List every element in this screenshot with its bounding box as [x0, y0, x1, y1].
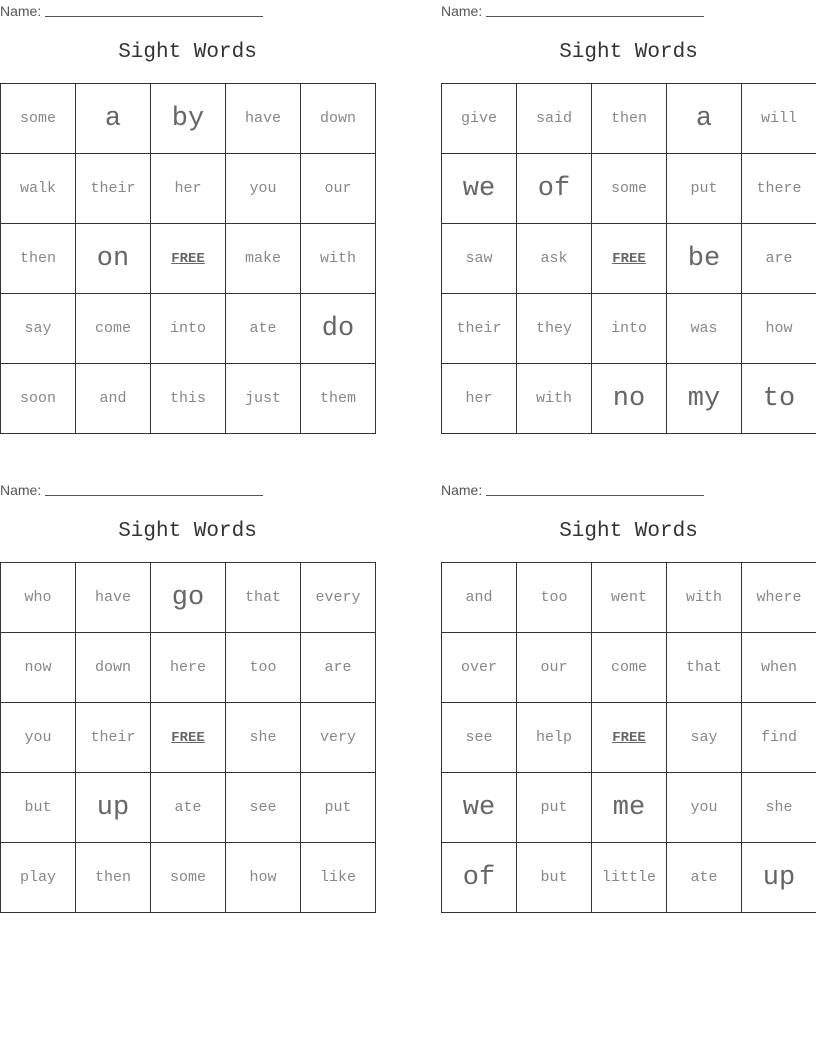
- word-cell: here: [151, 633, 226, 703]
- word-cell: put: [517, 773, 592, 843]
- word-cell: that: [226, 563, 301, 633]
- word-cell: some: [151, 843, 226, 913]
- grid-row: [1, 84, 376, 154]
- word-cell: are: [742, 224, 816, 294]
- word-cell: me: [592, 773, 667, 843]
- name-label: Name:: [441, 3, 483, 19]
- word-cell: are: [301, 633, 376, 703]
- word-cell: say: [667, 703, 742, 773]
- word-cell: this: [151, 364, 226, 434]
- name-blank-line: [486, 2, 704, 17]
- word-cell: said: [517, 84, 592, 154]
- word-cell: our: [517, 633, 592, 703]
- word-cell: be: [667, 224, 742, 294]
- word-cell: her: [442, 364, 517, 434]
- word-cell: ate: [226, 294, 301, 364]
- word-cell: down: [76, 633, 151, 703]
- word-cell: how: [742, 294, 816, 364]
- word-cell: see: [226, 773, 301, 843]
- name-field[interactable]: [0, 2, 263, 19]
- word-grid: [441, 562, 816, 913]
- word-cell: have: [226, 84, 301, 154]
- word-cell: they: [517, 294, 592, 364]
- word-cell: ate: [667, 843, 742, 913]
- word-cell: will: [742, 84, 816, 154]
- word-cell: she: [226, 703, 301, 773]
- card-title: Sight Words: [559, 520, 698, 543]
- word-cell: to: [742, 364, 816, 434]
- word-cell: of: [517, 154, 592, 224]
- word-cell: come: [76, 294, 151, 364]
- word-cell: how: [226, 843, 301, 913]
- grid-row: [442, 703, 816, 773]
- grid-row: [442, 224, 816, 294]
- name-field[interactable]: [0, 481, 263, 498]
- word-cell: with: [517, 364, 592, 434]
- free-space: FREE: [151, 224, 226, 294]
- word-cell: but: [1, 773, 76, 843]
- bingo-card-2: [441, 0, 816, 440]
- word-cell: some: [1, 84, 76, 154]
- word-cell: you: [226, 154, 301, 224]
- word-cell: little: [592, 843, 667, 913]
- word-cell: a: [76, 84, 151, 154]
- word-cell: a: [667, 84, 742, 154]
- word-cell: see: [442, 703, 517, 773]
- word-cell: just: [226, 364, 301, 434]
- word-cell: into: [592, 294, 667, 364]
- word-cell: too: [226, 633, 301, 703]
- word-cell: find: [742, 703, 816, 773]
- word-cell: do: [301, 294, 376, 364]
- word-cell: our: [301, 154, 376, 224]
- word-cell: their: [76, 154, 151, 224]
- word-cell: every: [301, 563, 376, 633]
- grid-row: [1, 703, 376, 773]
- word-cell: put: [667, 154, 742, 224]
- word-cell: there: [742, 154, 816, 224]
- free-space: FREE: [592, 703, 667, 773]
- card-title: Sight Words: [559, 41, 698, 64]
- word-cell: walk: [1, 154, 76, 224]
- name-field[interactable]: [441, 2, 704, 19]
- word-cell: very: [301, 703, 376, 773]
- name-blank-line: [45, 2, 263, 17]
- word-cell: but: [517, 843, 592, 913]
- bingo-card-1: [0, 0, 376, 440]
- grid-row: [1, 633, 376, 703]
- bingo-card-3: [0, 479, 376, 919]
- word-cell: and: [76, 364, 151, 434]
- word-cell: like: [301, 843, 376, 913]
- word-cell: that: [667, 633, 742, 703]
- grid-row: [442, 364, 816, 434]
- word-cell: by: [151, 84, 226, 154]
- word-cell: we: [442, 154, 517, 224]
- word-cell: come: [592, 633, 667, 703]
- grid-row: [442, 843, 816, 913]
- grid-row: [1, 563, 376, 633]
- word-cell: then: [76, 843, 151, 913]
- word-grid: [441, 83, 816, 434]
- word-cell: have: [76, 563, 151, 633]
- word-cell: then: [592, 84, 667, 154]
- grid-row: [442, 773, 816, 843]
- word-cell: up: [76, 773, 151, 843]
- word-cell: help: [517, 703, 592, 773]
- grid-row: [1, 154, 376, 224]
- grid-row: [442, 633, 816, 703]
- word-cell: down: [301, 84, 376, 154]
- word-cell: went: [592, 563, 667, 633]
- grid-row: [442, 84, 816, 154]
- word-cell: some: [592, 154, 667, 224]
- name-blank-line: [486, 481, 704, 496]
- name-label: Name:: [441, 482, 483, 498]
- word-cell: her: [151, 154, 226, 224]
- free-space: FREE: [592, 224, 667, 294]
- word-cell: she: [742, 773, 816, 843]
- word-cell: their: [76, 703, 151, 773]
- word-cell: then: [1, 224, 76, 294]
- word-cell: when: [742, 633, 816, 703]
- word-cell: into: [151, 294, 226, 364]
- word-cell: where: [742, 563, 816, 633]
- grid-row: [442, 154, 816, 224]
- word-cell: we: [442, 773, 517, 843]
- word-cell: play: [1, 843, 76, 913]
- word-cell: ask: [517, 224, 592, 294]
- word-cell: put: [301, 773, 376, 843]
- grid-row: [442, 294, 816, 364]
- word-cell: you: [1, 703, 76, 773]
- word-cell: too: [517, 563, 592, 633]
- word-cell: you: [667, 773, 742, 843]
- name-blank-line: [45, 481, 263, 496]
- word-cell: their: [442, 294, 517, 364]
- grid-row: [1, 843, 376, 913]
- word-cell: say: [1, 294, 76, 364]
- word-cell: give: [442, 84, 517, 154]
- name-label: Name:: [0, 482, 42, 498]
- name-label: Name:: [0, 3, 42, 19]
- word-grid: [0, 562, 376, 913]
- grid-row: [1, 364, 376, 434]
- word-cell: of: [442, 843, 517, 913]
- word-cell: no: [592, 364, 667, 434]
- word-cell: soon: [1, 364, 76, 434]
- word-cell: saw: [442, 224, 517, 294]
- word-cell: was: [667, 294, 742, 364]
- word-grid: [0, 83, 376, 434]
- word-cell: on: [76, 224, 151, 294]
- word-cell: up: [742, 843, 816, 913]
- grid-row: [1, 773, 376, 843]
- grid-row: [442, 563, 816, 633]
- word-cell: them: [301, 364, 376, 434]
- word-cell: who: [1, 563, 76, 633]
- word-cell: with: [301, 224, 376, 294]
- card-title: Sight Words: [118, 520, 257, 543]
- word-cell: now: [1, 633, 76, 703]
- free-space: FREE: [151, 703, 226, 773]
- word-cell: make: [226, 224, 301, 294]
- grid-row: [1, 224, 376, 294]
- grid-row: [1, 294, 376, 364]
- card-title: Sight Words: [118, 41, 257, 64]
- word-cell: ate: [151, 773, 226, 843]
- word-cell: with: [667, 563, 742, 633]
- word-cell: my: [667, 364, 742, 434]
- word-cell: and: [442, 563, 517, 633]
- name-field[interactable]: [441, 481, 704, 498]
- word-cell: go: [151, 563, 226, 633]
- bingo-card-4: [441, 479, 816, 919]
- word-cell: over: [442, 633, 517, 703]
